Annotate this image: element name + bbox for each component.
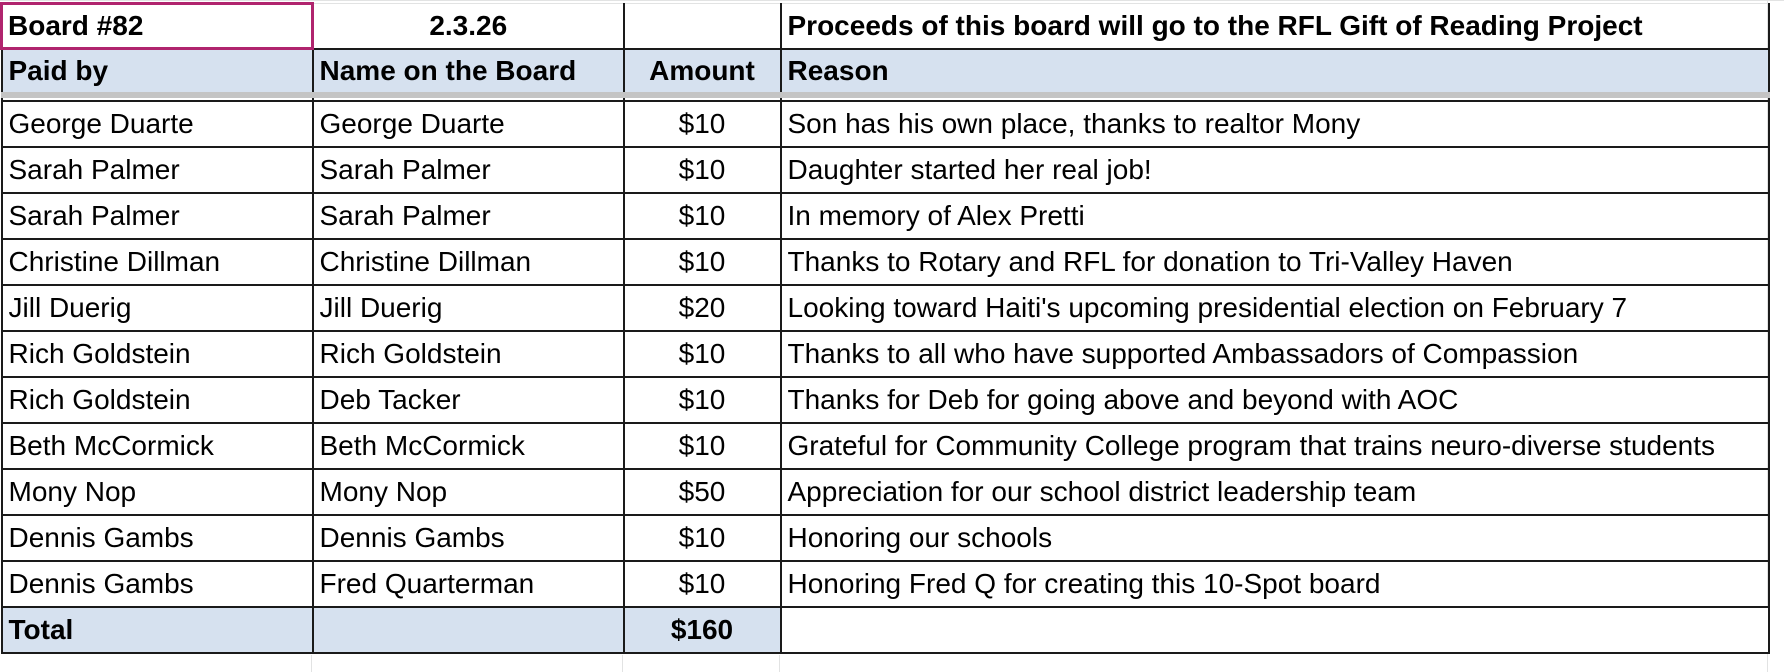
name-on-board-cell[interactable]: Deb Tacker [313,377,624,423]
table-row [2,469,1769,515]
empty-cell[interactable] [313,607,624,653]
table-row [2,147,1769,193]
amount-cell[interactable]: $10 [624,239,781,285]
empty-cell[interactable] [624,4,781,49]
table-row [2,193,1769,239]
name-on-board-cell[interactable]: Sarah Palmer [313,147,624,193]
table-row [2,377,1769,423]
header-paid-by[interactable]: Paid by [2,49,313,96]
name-on-board-cell[interactable]: Sarah Palmer [313,193,624,239]
table-row [2,515,1769,561]
paid-by-cell[interactable]: George Duarte [2,101,313,147]
amount-cell[interactable]: $10 [624,193,781,239]
amount-cell[interactable]: $10 [624,331,781,377]
board-date-cell[interactable]: 2.3.26 [313,4,624,49]
paid-by-cell[interactable]: Christine Dillman [2,239,313,285]
reason-cell[interactable]: Son has his own place, thanks to realtor Mony [781,101,1769,147]
name-on-board-cell[interactable]: George Duarte [313,101,624,147]
table-row [2,561,1769,607]
proceeds-note-cell[interactable]: Proceeds of this board will go to the RFL Gift of Reading Project [781,4,1769,49]
faint-gridline [311,655,312,672]
paid-by-cell[interactable]: Mony Nop [2,469,313,515]
name-on-board-cell[interactable]: Fred Quarterman [313,561,624,607]
amount-cell[interactable]: $10 [624,561,781,607]
reason-cell[interactable]: In memory of Alex Pretti [781,193,1769,239]
amount-cell[interactable]: $10 [624,515,781,561]
reason-cell[interactable]: Thanks for Deb for going above and beyond with AOC [781,377,1769,423]
amount-cell[interactable]: $50 [624,469,781,515]
table-row [2,285,1769,331]
table-row [2,101,1769,147]
name-on-board-cell[interactable]: Rich Goldstein [313,331,624,377]
amount-cell[interactable]: $20 [624,285,781,331]
name-on-board-cell[interactable]: Mony Nop [313,469,624,515]
amount-cell[interactable]: $10 [624,423,781,469]
reason-cell[interactable]: Thanks to Rotary and RFL for donation to Tri-Valley Haven [781,239,1769,285]
amount-cell[interactable]: $10 [624,101,781,147]
name-on-board-cell[interactable]: Dennis Gambs [313,515,624,561]
header-row [2,49,1769,96]
title-row [2,4,1769,49]
reason-cell[interactable]: Looking toward Haiti's upcoming presidential election on February 7 [781,285,1769,331]
faint-gridline [622,655,623,672]
table-row [2,423,1769,469]
total-row [2,607,1769,653]
reason-cell[interactable]: Thanks to all who have supported Ambassadors of Compassion [781,331,1769,377]
paid-by-cell[interactable]: Beth McCormick [2,423,313,469]
paid-by-cell[interactable]: Rich Goldstein [2,331,313,377]
reason-cell[interactable]: Honoring Fred Q for creating this 10-Spot board [781,561,1769,607]
header-name-on-board[interactable]: Name on the Board [313,49,624,96]
header-reason[interactable]: Reason [781,49,1769,96]
reason-cell[interactable]: Daughter started her real job! [781,147,1769,193]
total-label-cell[interactable]: Total [2,607,313,653]
reason-cell[interactable]: Honoring our schools [781,515,1769,561]
paid-by-cell[interactable]: Dennis Gambs [2,561,313,607]
empty-cell[interactable] [781,607,1769,653]
paid-by-cell[interactable]: Rich Goldstein [2,377,313,423]
amount-cell[interactable]: $10 [624,377,781,423]
faint-gridline [0,0,1784,1]
board-number-cell[interactable]: Board #82 [2,4,313,49]
name-on-board-cell[interactable]: Beth McCormick [313,423,624,469]
paid-by-cell[interactable]: Dennis Gambs [2,515,313,561]
table-row [2,239,1769,285]
total-amount-cell[interactable]: $160 [624,607,781,653]
name-on-board-cell[interactable]: Christine Dillman [313,239,624,285]
amount-cell[interactable]: $10 [624,147,781,193]
paid-by-cell[interactable]: Sarah Palmer [2,193,313,239]
paid-by-cell[interactable]: Sarah Palmer [2,147,313,193]
paid-by-cell[interactable]: Jill Duerig [2,285,313,331]
table-row [2,331,1769,377]
faint-gridline [779,655,780,672]
ten-spot-board-table [0,2,1770,654]
name-on-board-cell[interactable]: Jill Duerig [313,285,624,331]
header-amount[interactable]: Amount [624,49,781,96]
reason-cell[interactable]: Appreciation for our school district leadership team [781,469,1769,515]
reason-cell[interactable]: Grateful for Community College program that trains neuro-diverse students [781,423,1769,469]
